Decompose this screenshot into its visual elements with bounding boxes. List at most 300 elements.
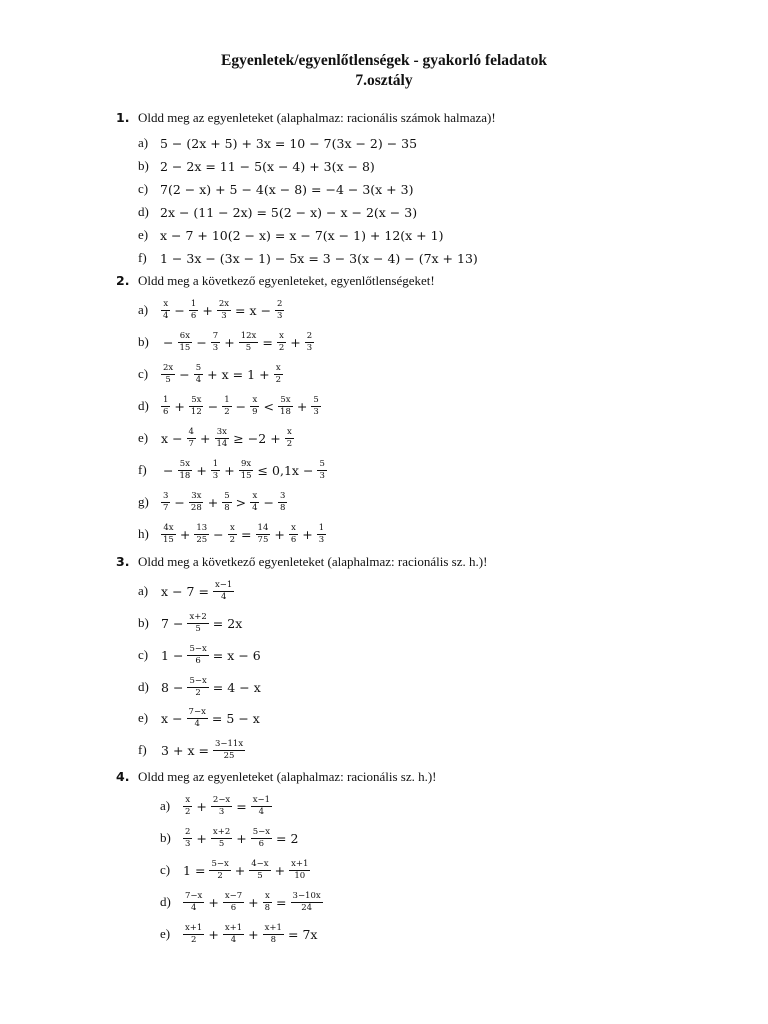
task-2-item (138, 295, 285, 325)
item-label: e) (138, 710, 149, 725)
term: 0,1x (272, 462, 299, 478)
denominator: 6 (230, 902, 237, 913)
fraction (213, 740, 245, 761)
numerator: 7 (212, 330, 219, 341)
fraction (189, 492, 204, 513)
item-label: c) (138, 647, 149, 662)
task-2-header (116, 273, 435, 289)
task-number: 3. (116, 554, 130, 569)
operator: = (236, 798, 247, 814)
denominator: 15 (240, 470, 252, 481)
term: 2x (227, 615, 243, 631)
operator: + (248, 926, 259, 942)
numerator: x+1 (185, 922, 203, 933)
numerator: x (185, 794, 191, 805)
denominator: 15 (179, 342, 191, 353)
fraction (222, 396, 231, 417)
denominator: 2 (185, 806, 191, 817)
fraction (249, 860, 270, 881)
task-instruction: Oldd meg a következő egyenleteket, egyenlőtlenségeket! (138, 273, 435, 288)
denominator: 12 (190, 406, 202, 417)
task-4-item (160, 791, 273, 821)
operator: = (276, 894, 287, 910)
equation: x − 7 + 10(2 − x) = x − 7(x − 1) + 12(x + 1) (160, 227, 444, 243)
denominator: 2 (286, 438, 293, 449)
item-label: b) (138, 615, 149, 630)
operator: − (172, 710, 183, 726)
task-2-item (138, 391, 322, 421)
numerator: 5 (195, 362, 202, 373)
numerator: 5−x (252, 826, 271, 837)
denominator: 4 (194, 718, 200, 729)
denominator: 4 (230, 934, 237, 945)
denominator: 8 (280, 502, 286, 513)
numerator: 5 (319, 458, 325, 469)
numerator: 5x (280, 394, 291, 405)
operator: > (235, 494, 247, 510)
operator: = (287, 926, 299, 942)
term: x (249, 302, 257, 318)
operator: = (276, 830, 287, 846)
item-label: a) (138, 302, 149, 317)
fraction (263, 892, 272, 913)
fraction (187, 677, 208, 698)
task-3-item (138, 576, 235, 606)
operator: + (207, 494, 219, 510)
numerator: 5x (191, 394, 202, 405)
numerator: x (229, 522, 235, 533)
fraction (277, 332, 286, 353)
numerator: 2 (277, 298, 283, 309)
fraction (228, 524, 237, 545)
denominator: 5 (245, 342, 252, 353)
equation (160, 740, 246, 761)
item-label: e) (160, 926, 171, 941)
equation (160, 428, 295, 449)
operator: − (172, 615, 184, 631)
fraction (274, 364, 283, 385)
term: 1 (161, 647, 169, 663)
term: x (161, 583, 169, 599)
operator: − (238, 710, 249, 726)
term: x (221, 366, 229, 382)
operator: = (212, 679, 224, 695)
denominator: 5 (195, 623, 201, 634)
operator: = (211, 710, 223, 726)
equation (182, 860, 311, 881)
numerator: 3x (191, 490, 202, 501)
equation (182, 828, 299, 849)
numerator: x (279, 330, 284, 341)
fraction (289, 524, 298, 545)
denominator: 75 (257, 534, 269, 545)
term: 8 (161, 679, 169, 695)
operator: − (172, 679, 184, 695)
denominator: 2 (224, 406, 230, 417)
denominator: 15 (163, 534, 174, 545)
operator: + (259, 366, 270, 382)
term: 4 (227, 679, 236, 695)
fraction (161, 364, 175, 385)
operator: − (172, 430, 183, 446)
term: x (227, 647, 235, 663)
numerator: x+1 (224, 922, 243, 933)
task-2-item (138, 455, 328, 485)
fraction (317, 524, 326, 545)
operator: + (208, 926, 219, 942)
equation (160, 492, 288, 513)
fraction (213, 581, 234, 602)
operator: + (208, 894, 219, 910)
item-label: b) (138, 334, 149, 349)
denominator: 3 (221, 310, 227, 321)
numerator: 3−11x (214, 738, 244, 749)
operator: = (198, 583, 209, 599)
task-3-item (138, 703, 261, 733)
denominator: 6 (190, 310, 197, 321)
denominator: 8 (224, 502, 230, 513)
operator: = (212, 647, 224, 663)
operator: − (213, 526, 224, 542)
equation (160, 300, 285, 321)
denominator: 3 (313, 406, 319, 417)
fraction (289, 860, 310, 881)
denominator: 3 (218, 806, 225, 817)
denominator: 8 (264, 902, 271, 913)
fraction (251, 796, 272, 817)
task-3-item (138, 735, 246, 765)
denominator: 4 (163, 310, 169, 321)
task-2-item (138, 519, 327, 549)
item-label: d) (138, 398, 149, 413)
operator: + (179, 526, 191, 542)
denominator: 3 (185, 838, 191, 849)
numerator: 5 (313, 394, 319, 405)
numerator: 4 (188, 426, 194, 437)
denominator: 3 (212, 470, 219, 481)
denominator: 24 (301, 902, 313, 913)
fraction (189, 300, 198, 321)
task-4-item (160, 855, 311, 885)
term: 5 (226, 710, 235, 726)
numerator: x (252, 490, 258, 501)
term: 7x (302, 926, 318, 942)
fraction (256, 524, 271, 545)
denominator: 2 (217, 870, 223, 881)
task-instruction: Oldd meg az egyenleteket (alaphalmaz: racionális sz. h.)! (138, 769, 437, 784)
operator: + (202, 302, 213, 318)
numerator: x+1 (264, 922, 282, 933)
operator: + (196, 462, 207, 478)
operator: − (235, 398, 247, 414)
equation: 2 − 2x = 11 − 5(x − 4) + 3(x − 8) (160, 158, 375, 174)
operator: + (274, 526, 285, 542)
numerator: 3 (163, 490, 169, 501)
fraction (194, 364, 203, 385)
operator: − (174, 494, 185, 510)
fraction (161, 300, 170, 321)
fraction (223, 924, 244, 945)
equation (182, 796, 273, 817)
term: 7 (186, 583, 195, 599)
equation (160, 364, 284, 385)
equation (160, 613, 243, 634)
term: x (252, 710, 260, 726)
fraction (177, 332, 192, 353)
numerator: 2−x (212, 794, 231, 805)
denominator: 4 (195, 374, 202, 385)
denominator: 3 (306, 342, 313, 353)
operator: + (196, 798, 207, 814)
denominator: 7 (188, 438, 194, 449)
fraction (209, 860, 230, 881)
fraction (223, 892, 244, 913)
operator: − (196, 334, 207, 350)
denominator: 6 (258, 838, 265, 849)
fraction (183, 924, 204, 945)
fraction (211, 460, 220, 481)
numerator: 5 (224, 490, 230, 501)
fraction (263, 924, 284, 945)
denominator: 10 (294, 870, 306, 881)
numerator: 2x (163, 362, 174, 373)
numerator: x (291, 522, 296, 533)
equation: 1 − 3x − (3x − 1) − 5x = 3 − 3(x − 4) − (7x + 13) (160, 250, 478, 266)
term: −2 (247, 430, 267, 446)
fraction (285, 428, 294, 449)
numerator: x (287, 426, 292, 437)
denominator: 2 (195, 687, 201, 698)
operator: + (172, 742, 184, 758)
operator: = (262, 334, 273, 350)
numerator: x (275, 362, 281, 373)
operator: + (234, 862, 246, 878)
operator: − (239, 679, 250, 695)
task-number: 1. (116, 110, 130, 125)
numerator: 7−x (188, 706, 206, 717)
numerator: x (163, 298, 169, 309)
fraction (183, 892, 204, 913)
item-label: b) (160, 830, 171, 845)
operator: + (274, 862, 286, 878)
operator: = (235, 302, 246, 318)
fraction (187, 613, 208, 634)
fraction (317, 460, 326, 481)
term: 1 (183, 862, 191, 878)
operator: − (207, 398, 219, 414)
numerator: 1 (190, 298, 197, 309)
task-2-item (138, 487, 288, 517)
denominator: 6 (195, 655, 201, 666)
equation (160, 460, 328, 481)
task-3-item (138, 672, 262, 702)
operator: ≥ (233, 430, 244, 446)
denominator: 25 (223, 750, 235, 761)
numerator: 9x (241, 458, 252, 469)
fraction (250, 396, 259, 417)
fraction (211, 796, 232, 817)
numerator: 14 (257, 522, 269, 533)
operator: − (163, 334, 174, 350)
denominator: 3 (318, 534, 325, 545)
denominator: 2 (275, 374, 281, 385)
numerator: x (252, 394, 258, 405)
denominator: 6 (290, 534, 297, 545)
denominator: 4 (190, 902, 197, 913)
item-label: c) (138, 181, 149, 196)
equation: 5 − (2x + 5) + 3x = 10 − 7(3x − 2) − 35 (160, 135, 418, 151)
operator: − (163, 462, 174, 478)
term: 2 (290, 830, 299, 846)
numerator: 5−x (189, 675, 207, 686)
equation (160, 332, 315, 353)
denominator: 4 (258, 806, 265, 817)
numerator: x−1 (214, 579, 233, 590)
task-4-item (160, 887, 324, 917)
item-label: c) (138, 366, 149, 381)
denominator: 4 (252, 502, 258, 513)
operator: = (212, 615, 224, 631)
operator: − (263, 494, 275, 510)
denominator: 3 (277, 310, 283, 321)
operator: < (263, 398, 275, 414)
item-label: f) (138, 462, 147, 477)
term: x (161, 710, 169, 726)
fraction (211, 332, 220, 353)
fraction (291, 892, 323, 913)
equation (160, 708, 261, 729)
equation (182, 892, 324, 913)
operator: − (172, 647, 184, 663)
task-2-item (138, 359, 284, 389)
numerator: 1 (212, 458, 219, 469)
operator: + (199, 430, 211, 446)
fraction (183, 796, 192, 817)
task-1-header (116, 110, 496, 126)
fraction (187, 708, 208, 729)
operator: − (174, 302, 185, 318)
fraction (222, 492, 231, 513)
numerator: x−1 (252, 794, 271, 805)
task-4-item (160, 919, 318, 949)
equation (160, 677, 262, 698)
term: x (161, 430, 169, 446)
denominator: 3 (212, 342, 219, 353)
equation (160, 524, 327, 545)
denominator: 4 (220, 591, 227, 602)
fraction (194, 524, 209, 545)
fraction (239, 460, 254, 481)
item-label: c) (160, 862, 171, 877)
operator: − (260, 302, 272, 318)
operator: + (224, 334, 235, 350)
operator: = (194, 862, 206, 878)
task-3-item (138, 608, 243, 638)
fraction (183, 828, 192, 849)
fraction (161, 492, 170, 513)
numerator: 2 (306, 330, 313, 341)
numerator: 1 (163, 394, 169, 405)
denominator: 2 (190, 934, 197, 945)
numerator: x+2 (189, 611, 207, 622)
denominator: 5 (165, 374, 171, 385)
fraction (211, 828, 232, 849)
equation (160, 396, 322, 417)
operator: − (179, 366, 190, 382)
item-label: g) (138, 494, 149, 509)
task-3-item (138, 640, 262, 670)
fraction (187, 645, 208, 666)
numerator: x+2 (212, 826, 231, 837)
denominator: 25 (196, 534, 208, 545)
numerator: 2x (218, 298, 230, 309)
operator: + (236, 830, 247, 846)
fraction (161, 524, 176, 545)
denominator: 28 (190, 502, 202, 513)
item-label: f) (138, 250, 147, 265)
item-label: a) (138, 583, 149, 598)
fraction (251, 828, 272, 849)
item-label: e) (138, 430, 149, 445)
operator: = (241, 526, 252, 542)
denominator: 2 (278, 342, 285, 353)
fraction (177, 460, 192, 481)
equation (160, 645, 262, 666)
denominator: 5 (257, 870, 263, 881)
denominator: 18 (179, 470, 191, 481)
numerator: 4−x (251, 858, 269, 869)
item-label: b) (138, 158, 149, 173)
fraction (305, 332, 314, 353)
item-label: a) (138, 135, 149, 150)
term: 1 (247, 366, 256, 382)
page-title: Egyenletek/egyenlőtlenségek - gyakorló feladatok (221, 52, 547, 69)
operator: + (270, 430, 281, 446)
numerator: x−7 (224, 890, 243, 901)
numerator: 7−x (185, 890, 203, 901)
operator: − (238, 647, 249, 663)
task-number: 2. (116, 273, 130, 288)
numerator: 3−10x (292, 890, 321, 901)
operator: + (224, 462, 235, 478)
fraction (250, 492, 259, 513)
item-label: d) (138, 679, 149, 694)
denominator: 5 (218, 838, 225, 849)
numerator: 6x (179, 330, 190, 341)
numerator: 3 (280, 490, 286, 501)
equation: 2x − (11 − 2x) = 5(2 − x) − x − 2(x − 3) (160, 204, 418, 220)
denominator: 8 (270, 934, 276, 945)
page-subtitle: 7.osztály (355, 72, 413, 89)
fraction (275, 300, 284, 321)
numerator: 5x (179, 458, 190, 469)
fraction (278, 492, 287, 513)
fraction (214, 428, 229, 449)
numerator: 1 (318, 522, 325, 533)
numerator: 5−x (211, 858, 229, 869)
fraction (311, 396, 320, 417)
fraction (189, 396, 204, 417)
numerator: 13 (196, 522, 208, 533)
denominator: 3 (319, 470, 325, 481)
item-label: e) (138, 227, 149, 242)
task-instruction: Oldd meg az egyenleteket (alaphalmaz: racionális számok halmaza)! (138, 110, 496, 125)
task-instruction: Oldd meg a következő egyenleteket (alaphalmaz: racionális sz. h.)! (138, 554, 488, 569)
fraction (217, 300, 231, 321)
item-label: h) (138, 526, 149, 541)
denominator: 6 (163, 406, 169, 417)
numerator: 12x (240, 330, 257, 341)
